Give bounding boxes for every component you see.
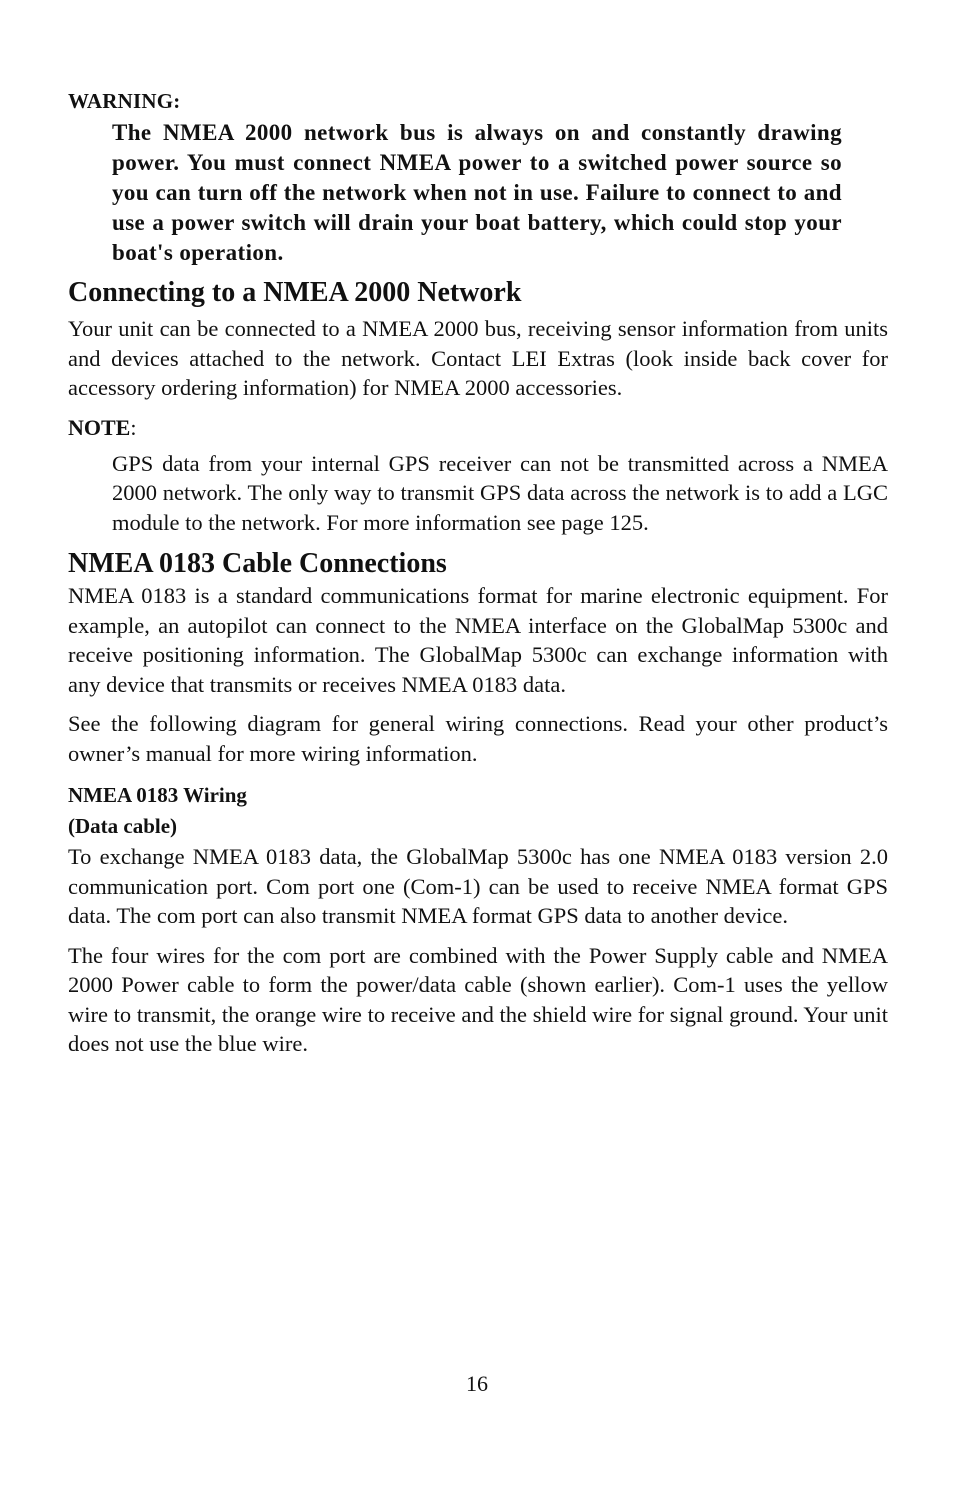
- note-label-text: NOTE: [68, 414, 131, 440]
- paragraph-nmea-0183-intro: NMEA 0183 is a standard communications format for marine electronic equipment. For example, an autopilot can connect to the NMEA interface on the GlobalMap 5300c and receive positioning information. The GlobalMap 5300c can exchange information with any device that transmits or receives NMEA 0183 data.: [68, 583, 888, 697]
- warning-label: WARNING:: [68, 89, 181, 113]
- paragraph-nmea-2000-intro: Your unit can be connected to a NMEA 2000 bus, receiving sensor information from units and devices attached to the network. Contact LEI Extras (look inside back cover for accessory ordering information) for NMEA 2000 accessories.: [68, 316, 888, 400]
- note-text: GPS data from your internal GPS receiver can not be transmitted across a NMEA 2000 network. The only way to transmit GPS data across the network is to add a LGC module to the network. For more information see page 125.: [112, 450, 888, 535]
- heading-nmea-0183-wiring: NMEA 0183 Wiring: [68, 783, 247, 807]
- subheading-data-cable: (Data cable): [68, 814, 178, 838]
- heading-nmea-0183-cable-connections: NMEA 0183 Cable Connections: [68, 548, 447, 579]
- warning-text: The NMEA 2000 network bus is always on and constantly drawing power. You must connect NMEA power to a switched power source so you can turn off the network when not in use. Failure to connect to and use a power switch will drain your boat battery, which could stop your boat's operation.: [112, 120, 842, 265]
- paragraph-com-port: To exchange NMEA 0183 data, the GlobalMap 5300c has one NMEA 0183 version 2.0 communication port. Com port one (Com-1) can be used to receive NMEA format GPS data. The com port can also transmit NMEA format GPS data to another device.: [68, 844, 888, 928]
- paragraph-four-wires: The four wires for the com port are combined with the Power Supply cable and NMEA 2000 Power cable to form the power/data cable (shown earlier). Com-1 uses the yellow wire to transmit, the orange wire to receive and the shield wire for signal ground. Your unit does not use the blue wire.: [68, 942, 888, 1056]
- page-number: 16: [466, 1371, 488, 1396]
- manual-page: [68, 86, 888, 1059]
- note-label: [68, 413, 888, 443]
- heading-connecting-nmea-2000: Connecting to a NMEA 2000 Network: [68, 277, 522, 308]
- note-label-colon: :: [130, 414, 137, 440]
- paragraph-wiring-diagram-reference: See the following diagram for general wiring connections. Read your other product’s owner’s manual for more wiring information.: [68, 711, 888, 766]
